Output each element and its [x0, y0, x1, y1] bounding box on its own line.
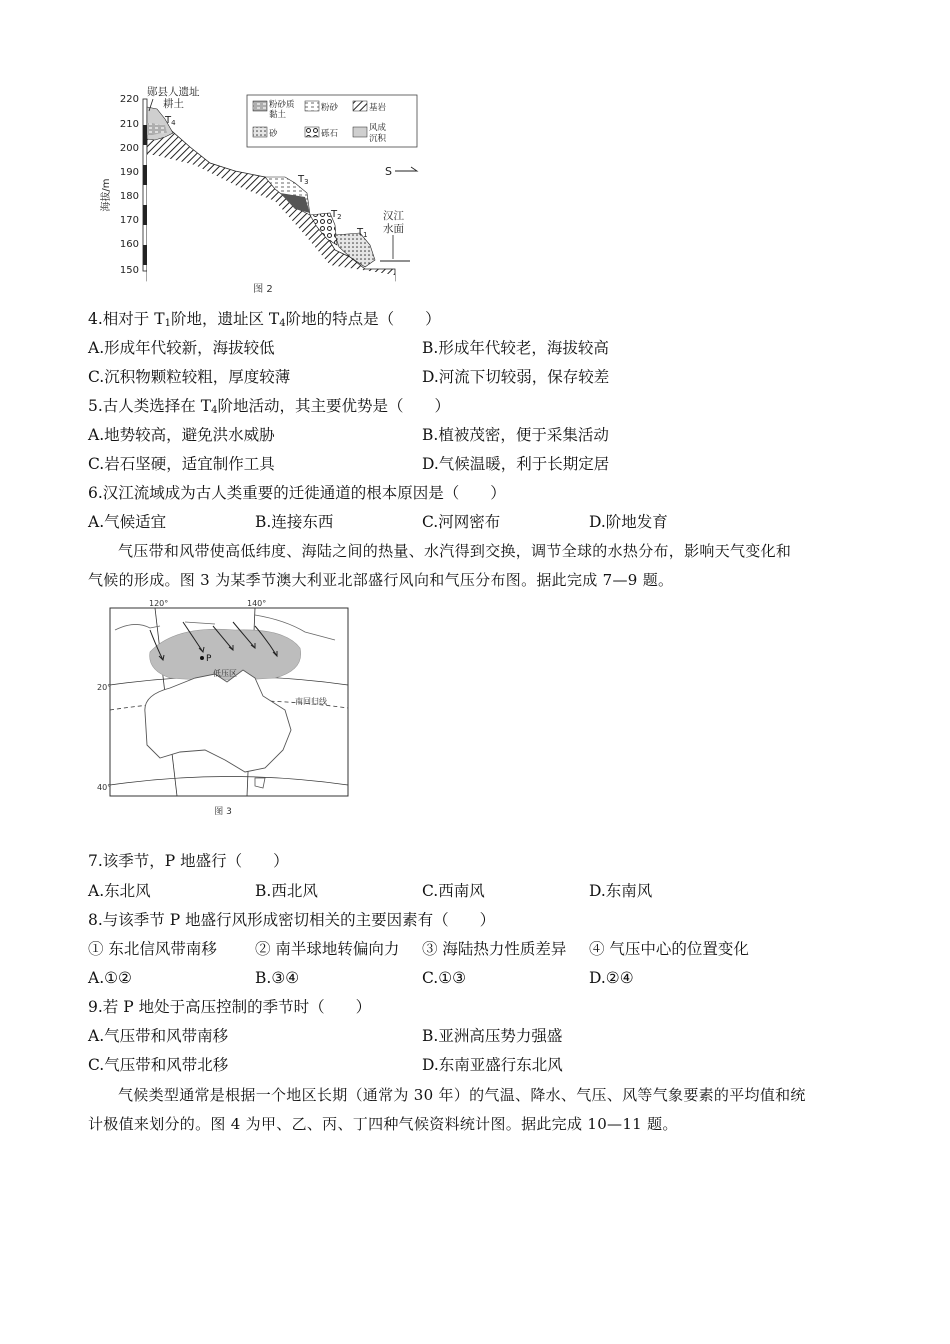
q9-option-d[interactable]: D.东南亚盛行东北风 [422, 1056, 563, 1074]
q8-option-d[interactable]: D.②④ [589, 969, 634, 987]
longitude-label: 120° [149, 600, 169, 608]
q9-option-b[interactable]: B.亚洲高压势力强盛 [422, 1027, 563, 1045]
question-7-stem: 7.该季节，P 地盛行（ ） [88, 852, 289, 870]
question-8-stem: 8.与该季节 P 地盛行风形成密切相关的主要因素有（ ） [88, 911, 496, 929]
q6-option-c[interactable]: C.河网密布 [422, 513, 501, 531]
q8-factor-1: ① 东北信风带南移 [88, 940, 217, 958]
q4-option-d[interactable]: D.河流下切较弱，保存较差 [422, 368, 610, 386]
svg-text:沉积: 沉积 [369, 134, 387, 144]
q8-factor-4: ④ 气压中心的位置变化 [589, 940, 749, 958]
svg-text:砾石: 砾石 [321, 129, 339, 139]
soil-label: 耕土 [163, 98, 184, 110]
q4-option-a[interactable]: A.形成年代较新，海拔较低 [88, 339, 275, 357]
svg-text:砂: 砂 [269, 129, 278, 139]
question-4-stem: 4.相对于 $T_1$阶地，遗址区 $T_4$阶地的特点是（ ） [88, 310, 441, 329]
terrace-t3-label: $T_3$ [298, 174, 309, 186]
q7-option-c[interactable]: C.西南风 [422, 882, 485, 900]
y-tick: 180 [119, 191, 139, 202]
q8-option-a[interactable]: A.①② [88, 969, 132, 987]
q8-option-b[interactable]: B.③④ [255, 969, 300, 987]
river-label: 汉江 [383, 210, 404, 222]
y-tick: 170 [119, 215, 139, 226]
intro-paragraph-line: 气候类型通常是根据一个地区长期（通常为 30 年）的气温、降水、气压、风等气象要素的平均值和统 [118, 1086, 806, 1104]
svg-text:基岩: 基岩 [369, 103, 387, 113]
intro-paragraph-line: 计极值来划分的。图 4 为甲、乙、丙、丁四种气候资料统计图。据此完成 10—11 题。 [88, 1115, 678, 1133]
figure-2-terrace-profile [95, 85, 425, 300]
q7-option-b[interactable]: B.西北风 [255, 882, 318, 900]
svg-text:黏土: 黏土 [269, 110, 287, 120]
direction-arrow-icon [395, 167, 417, 171]
longitude-label: 140° [247, 600, 267, 608]
intro-paragraph-line: 气压带和风带使高低纬度、海陆之间的热量、水汽得到交换，调节全球的水热分布，影响天气变化和 [118, 542, 792, 560]
intro-paragraph-line: 气候的形成。图 3 为某季节澳大利亚北部盛行风向和气压分布图。据此完成 7—9 题。 [88, 571, 674, 589]
q6-option-d[interactable]: D.阶地发育 [589, 513, 668, 531]
q7-option-d[interactable]: D.东南风 [589, 882, 653, 900]
y-tick: 160 [119, 239, 139, 250]
terrace-t2-label: $T_2$ [331, 209, 342, 221]
terrace-t1-label: $T_1$ [357, 227, 368, 239]
y-axis-label: 海拔/m [101, 178, 112, 212]
q9-option-a[interactable]: A.气压带和风带南移 [88, 1027, 229, 1045]
river-label: 水面 [383, 223, 404, 235]
y-tick: 210 [119, 119, 139, 130]
figure-3-australia-map [95, 600, 355, 822]
terrace-t4-label: $T_4$ [165, 115, 176, 127]
q6-option-b[interactable]: B.连接东西 [255, 513, 334, 531]
q4-option-b[interactable]: B.形成年代较老，海拔较高 [422, 339, 609, 357]
figure-2-legend [247, 95, 417, 147]
low-pressure-label: 低压区 [213, 669, 237, 678]
y-tick: 220 [119, 94, 139, 105]
site-label: 郧县人遗址 [147, 86, 200, 98]
q8-factor-3: ③ 海陆热力性质差异 [422, 940, 567, 958]
latitude-label: 40° [97, 783, 112, 792]
q8-option-c[interactable]: C.①③ [422, 969, 467, 987]
latitude-label: 20° [97, 683, 112, 692]
q7-option-a[interactable]: A.东北风 [88, 882, 151, 900]
q5-option-b[interactable]: B.植被茂密，便于采集活动 [422, 426, 609, 444]
y-tick: 150 [119, 265, 139, 276]
svg-text:粉砂质: 粉砂质 [269, 100, 295, 110]
direction-label: S [385, 165, 392, 178]
point-p-marker [200, 656, 204, 660]
q6-option-a[interactable]: A.气候适宜 [88, 513, 167, 531]
y-tick: 190 [119, 167, 139, 178]
q5-option-c[interactable]: C.岩石坚硬，适宜制作工具 [88, 455, 275, 473]
point-p-label: P [206, 654, 212, 664]
question-6-stem: 6.汉江流域成为古人类重要的迁徙通道的根本原因是（ ） [88, 484, 506, 502]
svg-text:风成: 风成 [369, 123, 387, 133]
q5-option-a[interactable]: A.地势较高，避免洪水威胁 [88, 426, 275, 444]
figure-2-caption: 图 2 [253, 284, 273, 295]
question-5-stem: 5.古人类选择在 $T_4$阶地活动，其主要优势是（ ） [88, 397, 450, 416]
y-tick: 200 [119, 143, 139, 154]
q9-option-c[interactable]: C.气压带和风带北移 [88, 1056, 229, 1074]
svg-text:粉砂: 粉砂 [321, 103, 339, 113]
q4-option-c[interactable]: C.沉积物颗粒较粗，厚度较薄 [88, 368, 291, 386]
tropic-label: 南回归线 [295, 697, 327, 706]
q5-option-d[interactable]: D.气候温暖，利于长期定居 [422, 455, 610, 473]
question-9-stem: 9.若 P 地处于高压控制的季节时（ ） [88, 998, 372, 1016]
q8-factor-2: ② 南半球地转偏向力 [255, 940, 400, 958]
figure-3-caption: 图 3 [214, 807, 232, 817]
